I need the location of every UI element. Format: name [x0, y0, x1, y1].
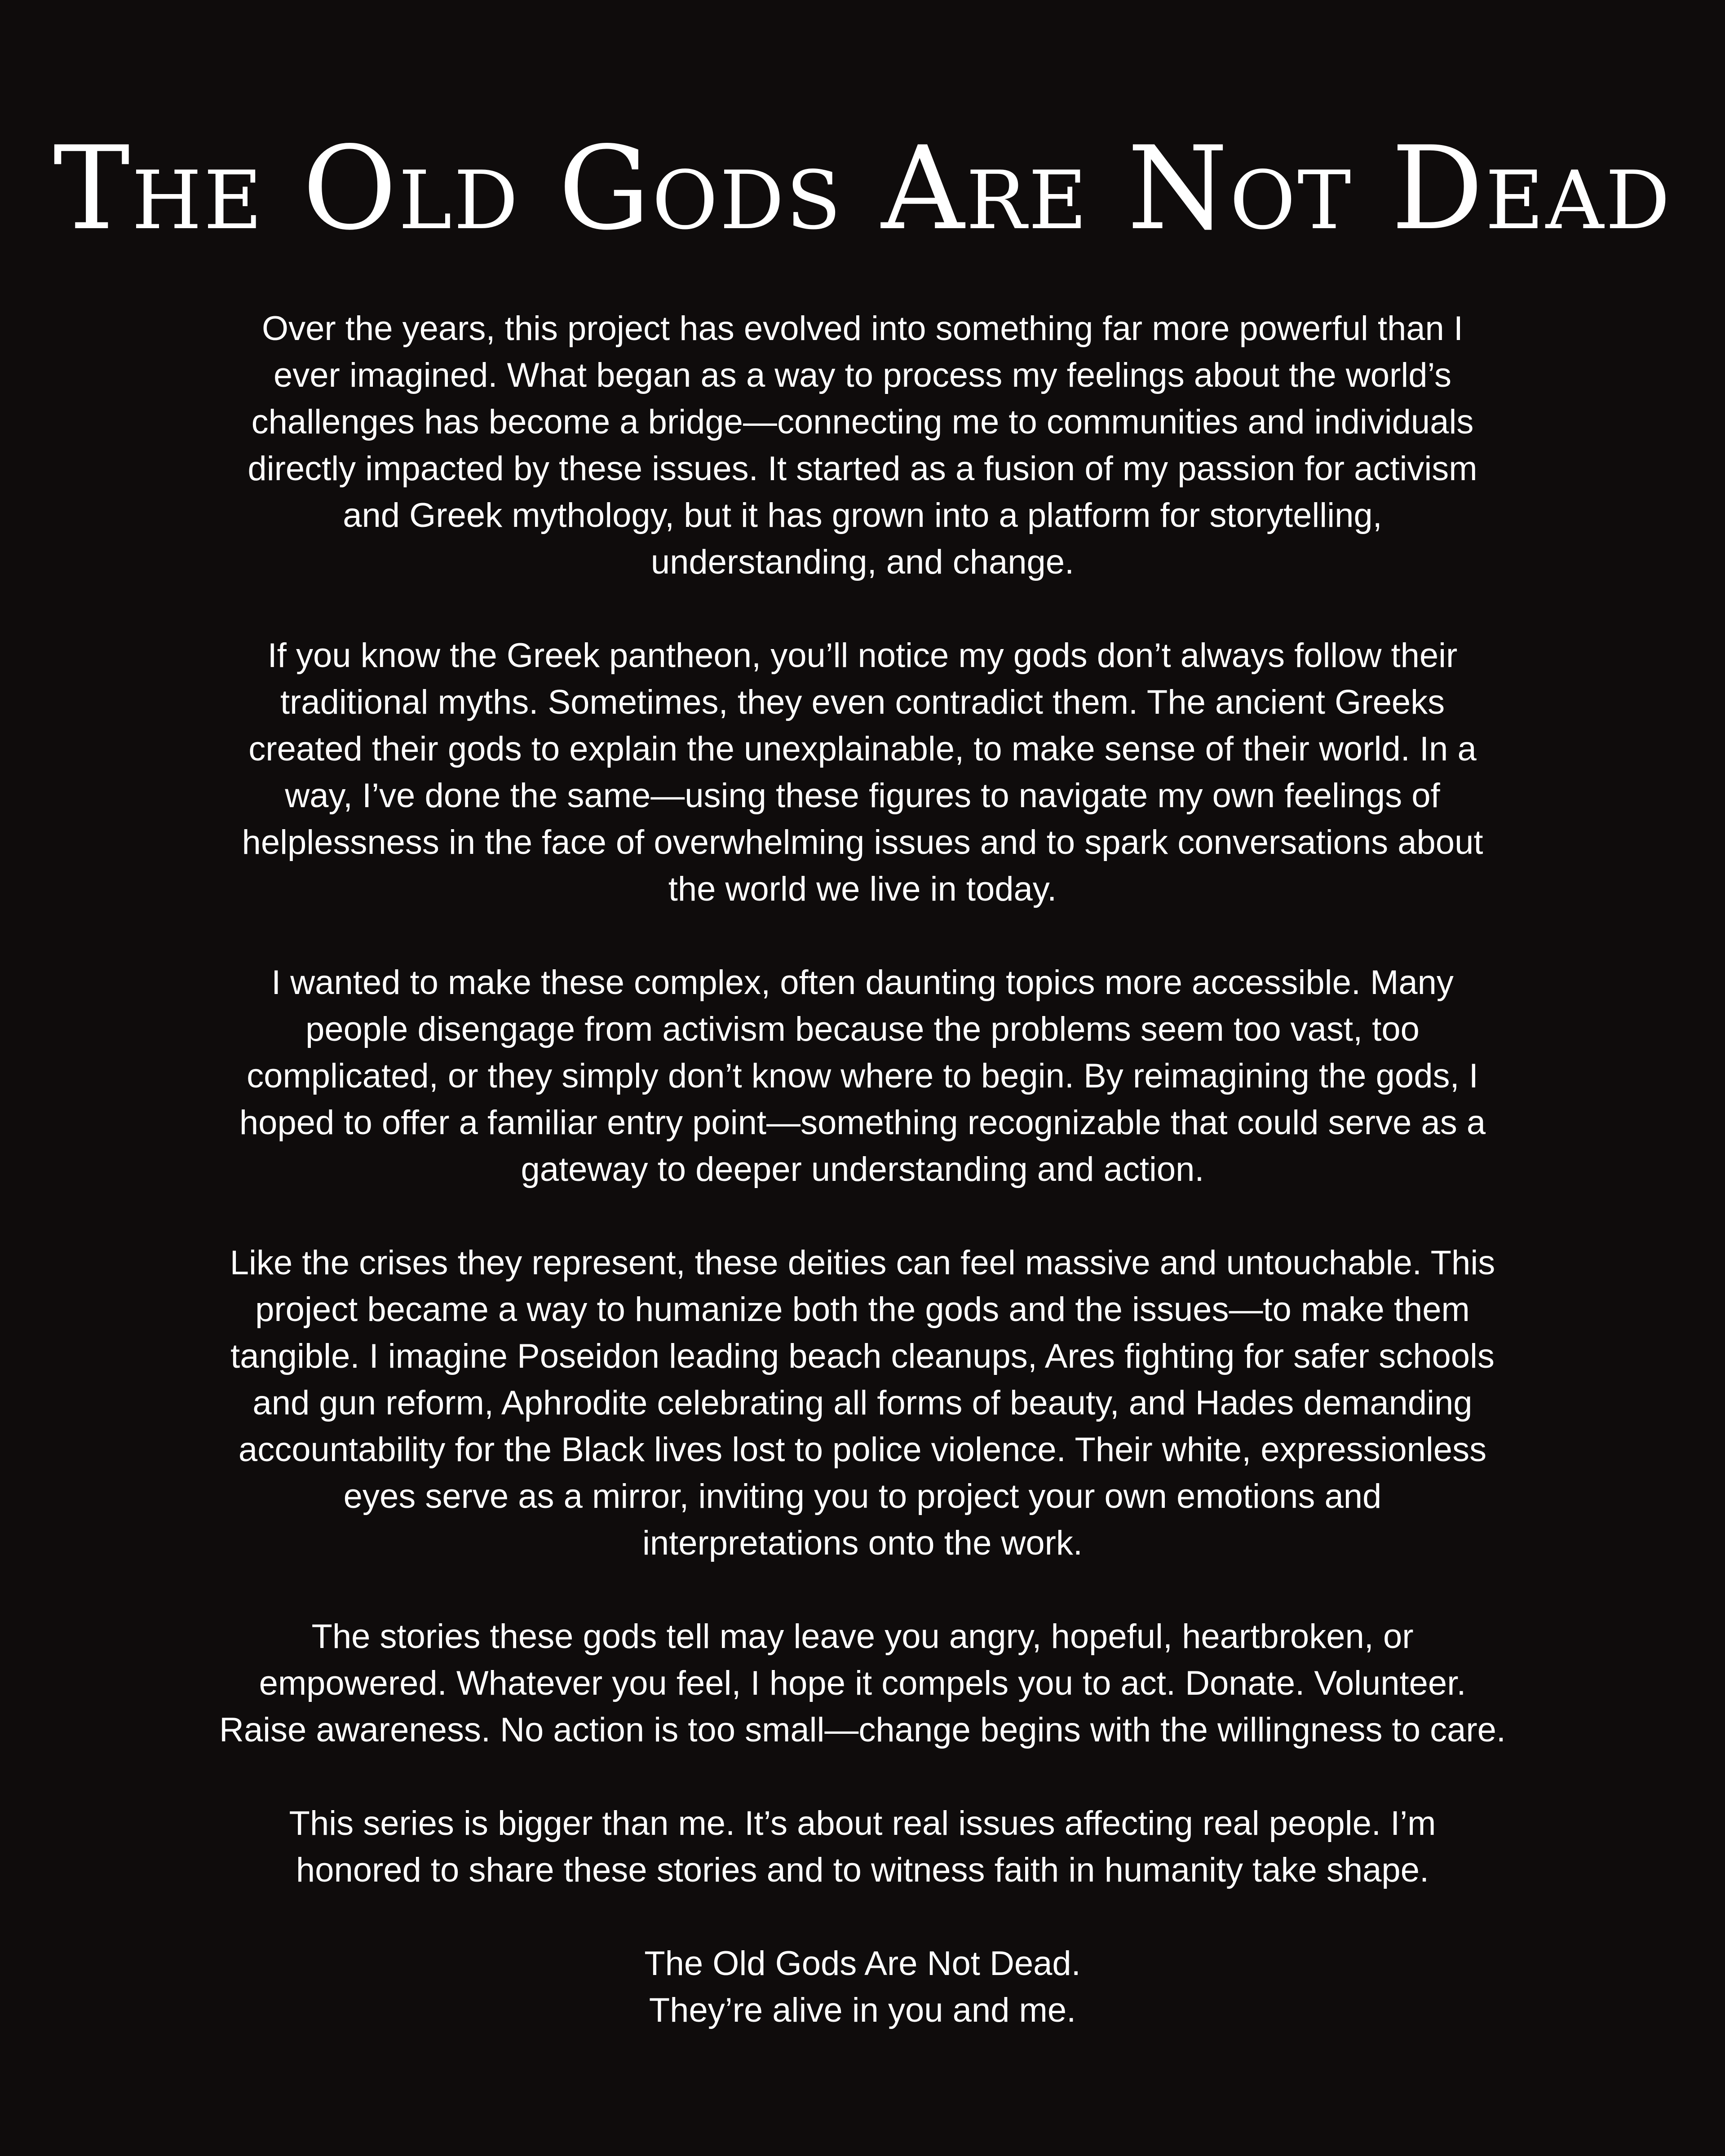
text-line: traditional myths. Sometimes, they even contradict them. The ancient Greeks — [280, 683, 1445, 721]
body-text — [171, 305, 1554, 2034]
text-line: honored to share these stories and to witness faith in humanity take shape. — [296, 1851, 1429, 1889]
text-line: empowered. Whatever you feel, I hope it compels you to act. Donate. Volunteer. — [259, 1664, 1466, 1702]
text-line: understanding, and change. — [650, 543, 1075, 581]
text-line: Raise awareness. No action is too small—change begins with the willingness to care. — [219, 1711, 1506, 1749]
text-line: helplessness in the face of overwhelming issues and to spark conversations about — [242, 823, 1483, 862]
text-line: project became a way to humanize both the gods and the issues—to make them — [255, 1290, 1470, 1329]
text-line: Like the crises they represent, these deities can feel massive and untouchable. This — [230, 1244, 1495, 1282]
text-line: and Greek mythology, but it has grown into a platform for storytelling, — [343, 496, 1382, 535]
paragraph-3 — [171, 959, 1554, 1193]
paragraph-1 — [171, 305, 1554, 586]
text-line: They’re alive in you and me. — [649, 1991, 1076, 2029]
text-line: eyes serve as a mirror, inviting you to project your own emotions and — [343, 1477, 1382, 1515]
text-line: the world we live in today. — [668, 870, 1057, 908]
paragraph-2 — [171, 632, 1554, 913]
text-line: The stories these gods tell may leave you angry, hopeful, heartbroken, or — [311, 1617, 1414, 1656]
text-line: and gun reform, Aphrodite celebrating all forms of beauty, and Hades demanding — [252, 1384, 1473, 1422]
text-line: accountability for the Black lives lost to police violence. Their white, expressionless — [238, 1431, 1487, 1469]
paragraph-7 — [171, 1940, 1554, 2034]
text-line: created their gods to explain the unexplainable, to make sense of their world. In a — [248, 730, 1477, 768]
text-line: people disengage from activism because the problems seem too vast, too — [305, 1010, 1420, 1048]
text-line: Over the years, this project has evolved into something far more powerful than I — [262, 309, 1463, 348]
text-line: I wanted to make these complex, often daunting topics more accessible. Many — [271, 963, 1454, 1002]
text-line: challenges has become a bridge—connecting me to communities and individuals — [251, 403, 1474, 441]
text-line: complicated, or they simply don’t know where to begin. By reimagining the gods, I — [247, 1057, 1478, 1095]
text-line: gateway to deeper understanding and action. — [521, 1150, 1204, 1188]
text-line: ever imagined. What began as a way to process my feelings about the world’s — [274, 356, 1451, 394]
text-line: The Old Gods Are Not Dead. — [644, 1944, 1081, 1983]
paragraph-6 — [171, 1800, 1554, 1894]
text-line: If you know the Greek pantheon, you’ll notice my gods don’t always follow their — [267, 636, 1458, 675]
page-title: The Old Gods Are Not Dead — [53, 122, 1672, 256]
text-line: way, I’ve done the same—using these figures to navigate my own feelings of — [285, 777, 1440, 815]
text-line: tangible. I imagine Poseidon leading beach cleanups, Ares fighting for safer schools — [230, 1337, 1495, 1375]
text-line: interpretations onto the work. — [642, 1524, 1083, 1562]
text-line: hoped to offer a familiar entry point—something recognizable that could serve as a — [239, 1104, 1486, 1142]
text-line: This series is bigger than me. It’s about real issues affecting real people. I’m — [289, 1804, 1436, 1842]
paragraph-4 — [171, 1240, 1554, 1567]
text-line: directly impacted by these issues. It started as a fusion of my passion for activism — [248, 450, 1477, 488]
paragraph-5 — [171, 1613, 1554, 1754]
